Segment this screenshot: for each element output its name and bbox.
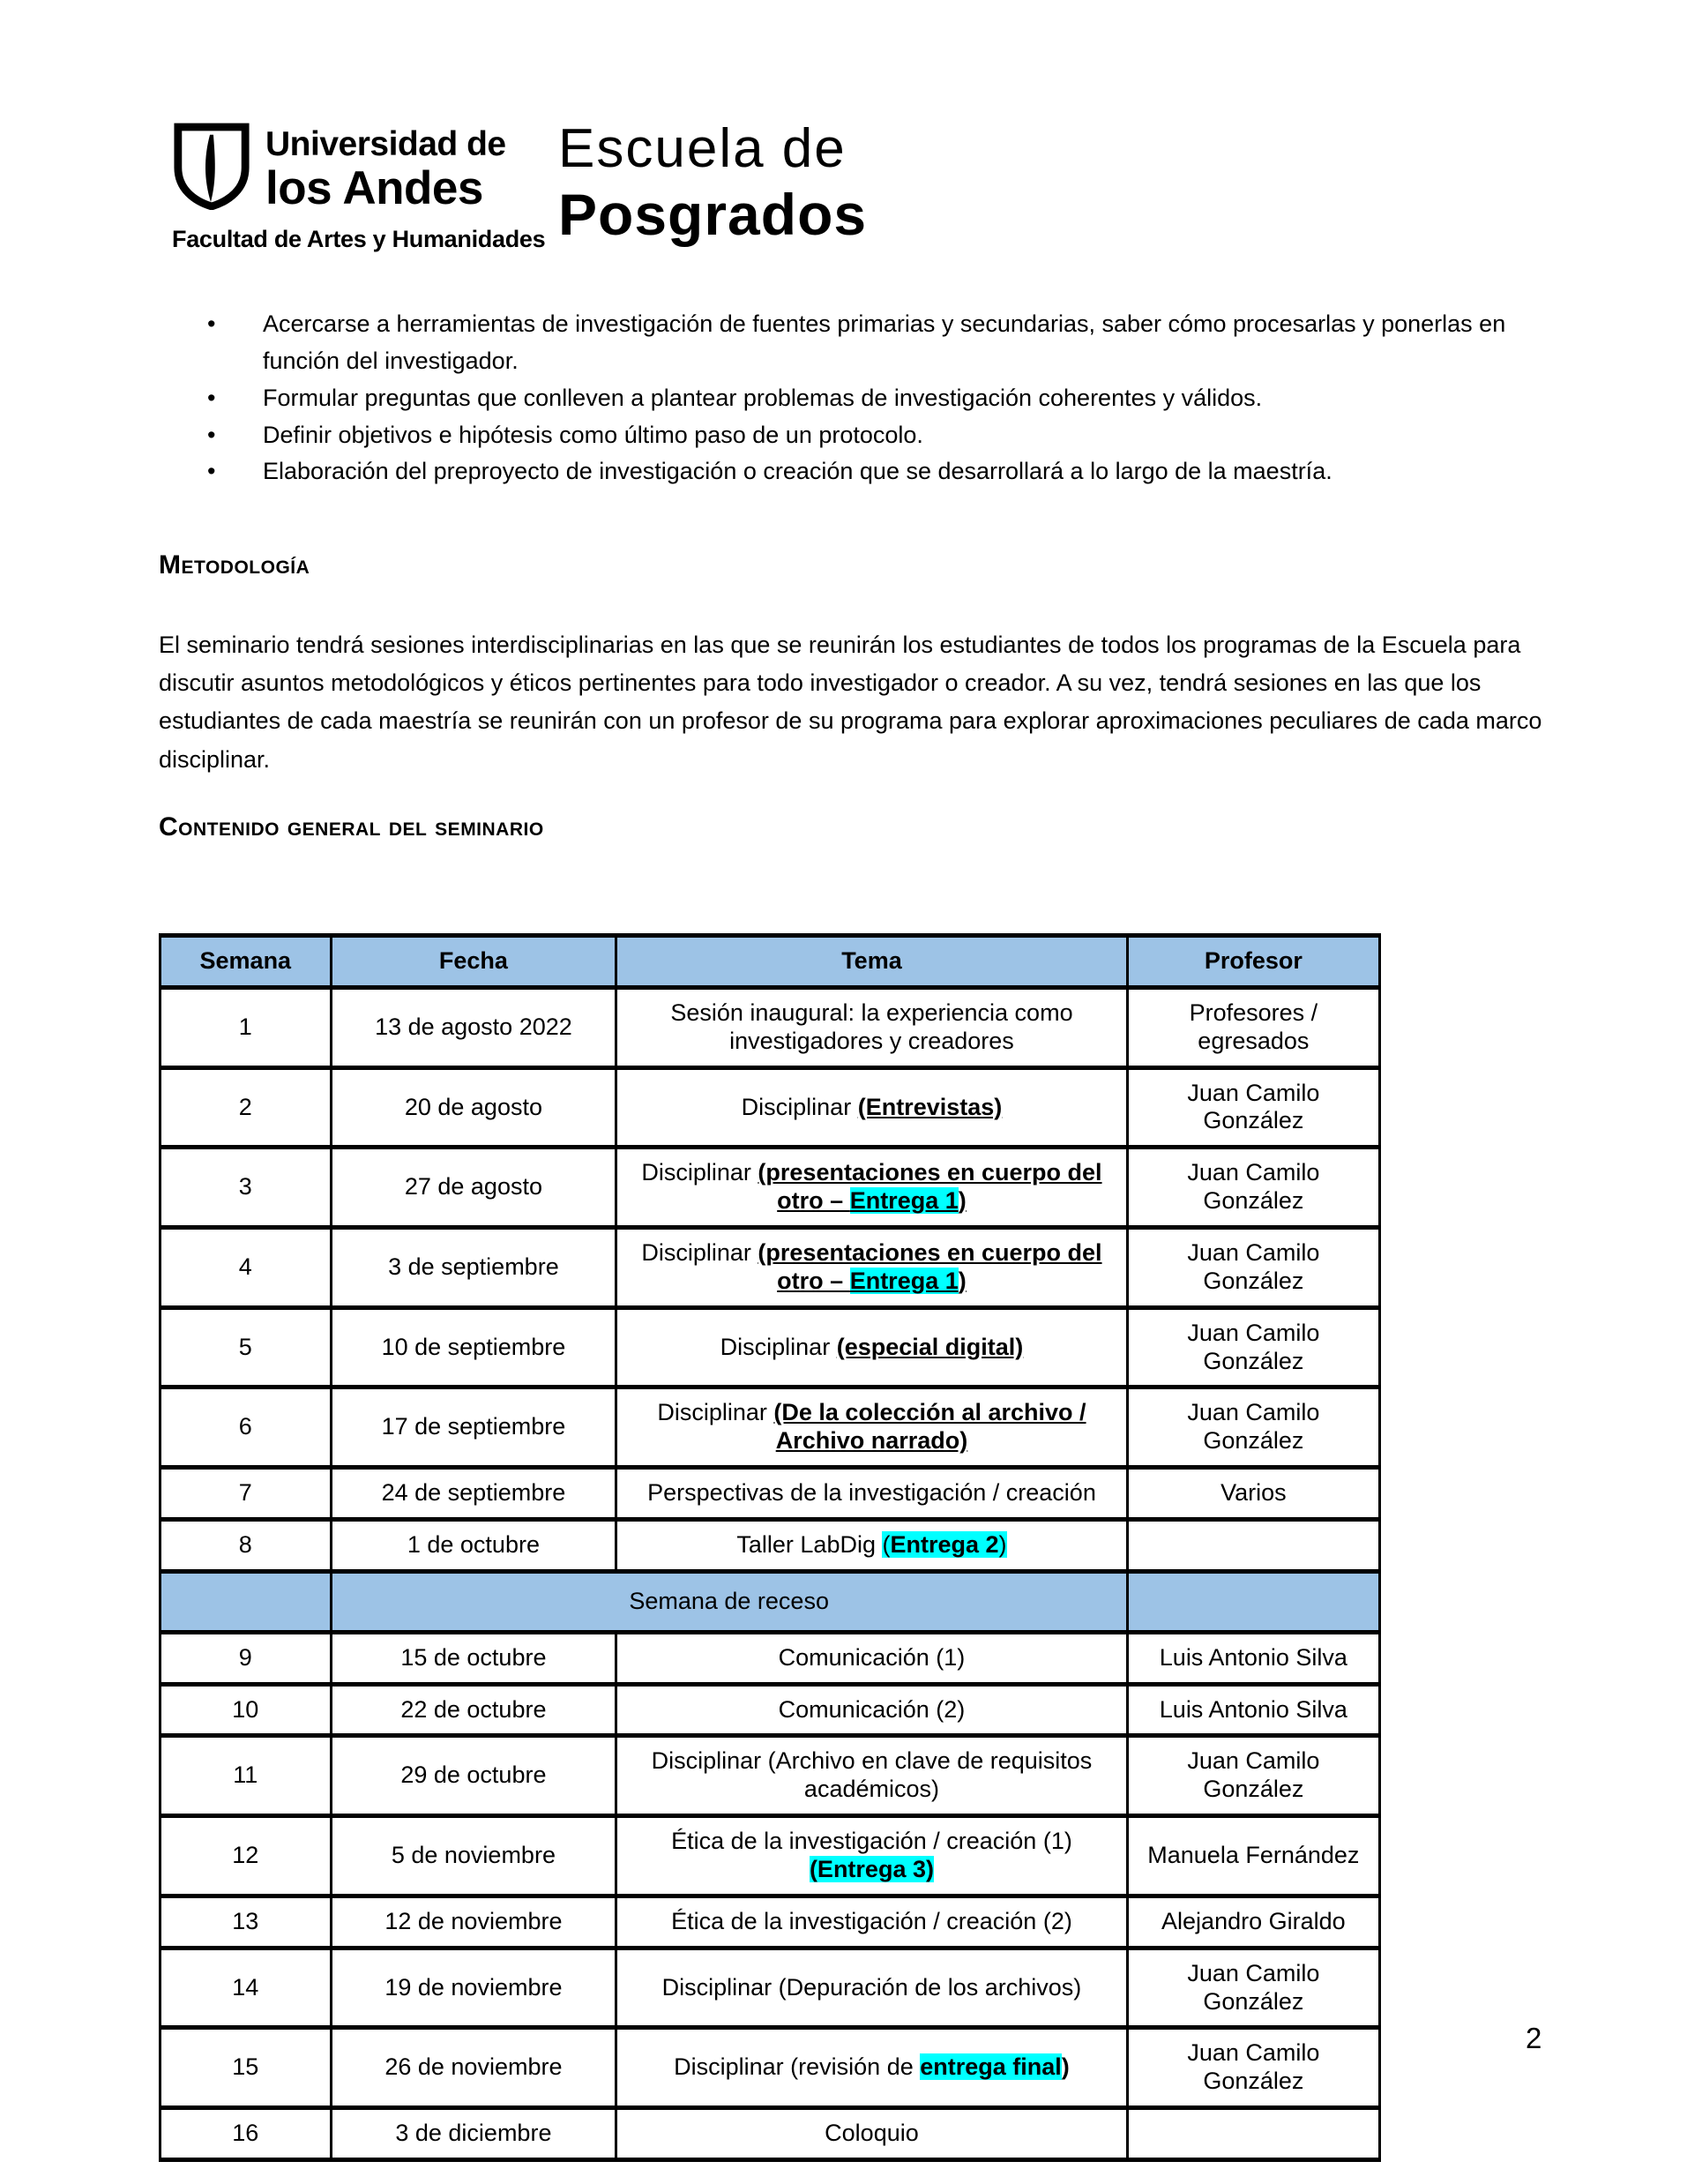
cell-tema bbox=[616, 1307, 1127, 1387]
column-header: Fecha bbox=[331, 936, 616, 988]
cell-semana: 1 bbox=[160, 987, 332, 1067]
cell-tema bbox=[616, 1816, 1127, 1896]
tema-segment: (De la colección al archivo / Archivo narrado) bbox=[773, 1399, 1086, 1455]
tema-segment: Coloquio bbox=[825, 2120, 919, 2147]
table-row bbox=[160, 1896, 1380, 1948]
methodology-heading: Metodología bbox=[159, 550, 310, 580]
content-heading: Contenido general del seminario bbox=[159, 812, 544, 841]
table-row bbox=[160, 1816, 1380, 1896]
cell-semana: 16 bbox=[160, 2108, 332, 2160]
tema-segment: Sesión inaugural: la experiencia como investigadores y creadores bbox=[670, 999, 1073, 1054]
recess-row bbox=[160, 1571, 1380, 1632]
objective-item: • Elaboración del preproyecto de investigación o creación que se desarrollará a lo largo de la maestría. bbox=[159, 453, 1543, 490]
cell-profesor bbox=[1127, 1520, 1379, 1572]
table-row bbox=[160, 2028, 1380, 2108]
cell-profesor: Juan Camilo González bbox=[1127, 2028, 1379, 2108]
cell-semana: 7 bbox=[160, 1468, 332, 1520]
cell-fecha: 27 de agosto bbox=[331, 1148, 616, 1228]
cell-fecha: 24 de septiembre bbox=[331, 1468, 616, 1520]
column-header: Profesor bbox=[1127, 936, 1379, 988]
tema-segment: Ética de la investigación / creación (2) bbox=[671, 1907, 1072, 1934]
objective-item: • Formular preguntas que conlleven a plantear problemas de investigación coherentes y válidos. bbox=[159, 380, 1543, 417]
cell-tema bbox=[616, 1228, 1127, 1308]
tema-segment: Perspectivas de la investigación / creación bbox=[647, 1479, 1096, 1507]
cell-profesor: Manuela Fernández bbox=[1127, 1816, 1379, 1896]
cell-semana: 2 bbox=[160, 1067, 332, 1148]
tema-segment: ) bbox=[1061, 2053, 1070, 2081]
cell-profesor: Juan Camilo González bbox=[1127, 1948, 1379, 2028]
tema-segment: (presentaciones en cuerpo del otro – bbox=[758, 1239, 1102, 1294]
table-row bbox=[160, 1148, 1380, 1228]
cell-fecha: 3 de septiembre bbox=[331, 1228, 616, 1308]
tema-segment: Taller LabDig bbox=[736, 1531, 883, 1559]
cell-profesor: Profesores / egresados bbox=[1127, 987, 1379, 1067]
column-header: Semana bbox=[160, 936, 332, 988]
table-row bbox=[160, 1468, 1380, 1520]
cell-tema bbox=[616, 1632, 1127, 1684]
cell-semana: 3 bbox=[160, 1148, 332, 1228]
table-row bbox=[160, 1684, 1380, 1736]
tema-segment: Entrega 1 bbox=[849, 1267, 959, 1294]
tema-segment: Disciplinar (Archivo en clave de requisitos académicos) bbox=[651, 1747, 1093, 1803]
tema-segment: Ética de la investigación / creación (1) bbox=[671, 1828, 1072, 1855]
cell-tema bbox=[616, 1468, 1127, 1520]
tema-segment: ) bbox=[958, 1267, 967, 1294]
cell-fecha: 3 de diciembre bbox=[331, 2108, 616, 2160]
tema-segment: Disciplinar bbox=[720, 1333, 837, 1360]
objective-item: • Acercarse a herramientas de investigación de fuentes primarias y secundarias, saber cómo procesarlas y ponerlas en función del investigador. bbox=[159, 306, 1543, 380]
column-header: Tema bbox=[616, 936, 1127, 988]
page-number: 2 bbox=[1526, 2022, 1542, 2054]
cell-profesor bbox=[1127, 2108, 1379, 2160]
cell-fecha: 12 de noviembre bbox=[331, 1896, 616, 1948]
tema-segment: Disciplinar bbox=[657, 1399, 774, 1426]
table-row bbox=[160, 1632, 1380, 1684]
tema-segment: ) bbox=[998, 1531, 1007, 1559]
faculty-name: Facultad de Artes y Humanidades bbox=[172, 226, 546, 252]
cell-fecha: 5 de noviembre bbox=[331, 1816, 616, 1896]
cell-profesor: Juan Camilo González bbox=[1127, 1387, 1379, 1468]
cell-fecha: 15 de octubre bbox=[331, 1632, 616, 1684]
cell-tema bbox=[616, 1948, 1127, 2028]
table-row bbox=[160, 1948, 1380, 2028]
tema-segment: (Entrevistas) bbox=[857, 1093, 1003, 1120]
cell-semana: 9 bbox=[160, 1632, 332, 1684]
tema-segment: Comunicación (1) bbox=[778, 1643, 966, 1671]
cell-tema bbox=[616, 1520, 1127, 1572]
university-name-line2: los Andes bbox=[265, 162, 483, 214]
cell-semana: 4 bbox=[160, 1228, 332, 1308]
tema-segment: Disciplinar bbox=[741, 1093, 858, 1120]
cell-fecha: 13 de agosto 2022 bbox=[331, 987, 616, 1067]
tema-segment: (Entrega 3) bbox=[809, 1856, 934, 1883]
table-row bbox=[160, 987, 1380, 1067]
cell-semana: 5 bbox=[160, 1307, 332, 1387]
cell-profesor: Varios bbox=[1127, 1468, 1379, 1520]
table-row bbox=[160, 1387, 1380, 1468]
objectives-list bbox=[159, 306, 1543, 490]
cell-profesor: Juan Camilo González bbox=[1127, 1736, 1379, 1816]
letterhead bbox=[172, 118, 1054, 276]
cell-fecha: 19 de noviembre bbox=[331, 1948, 616, 2028]
tema-segment: Entrega 2 bbox=[890, 1531, 999, 1559]
cell-semana: 14 bbox=[160, 1948, 332, 2028]
cell-fecha: 20 de agosto bbox=[331, 1067, 616, 1148]
cell-fecha: 26 de noviembre bbox=[331, 2028, 616, 2108]
cell-tema bbox=[616, 1896, 1127, 1948]
table-header-row bbox=[160, 936, 1380, 988]
cell-semana bbox=[160, 1571, 332, 1632]
cell-fecha: 22 de octubre bbox=[331, 1684, 616, 1736]
tema-segment: ( bbox=[882, 1531, 891, 1559]
table-row bbox=[160, 2108, 1380, 2160]
cell-semana: 13 bbox=[160, 1896, 332, 1948]
school-logo bbox=[558, 118, 868, 247]
cell-profesor bbox=[1127, 1571, 1379, 1632]
objective-item: • Definir objetivos e hipótesis como último paso de un protocolo. bbox=[159, 417, 1543, 454]
cell-tema bbox=[616, 2028, 1127, 2108]
tema-segment: entrega final bbox=[920, 2053, 1062, 2081]
tema-segment: Disciplinar bbox=[641, 1159, 758, 1186]
seminar-schedule-table bbox=[159, 933, 1381, 2162]
cell-fecha: 29 de octubre bbox=[331, 1736, 616, 1816]
uniandes-shield-icon bbox=[172, 122, 251, 210]
tema-segment: Disciplinar bbox=[641, 1239, 758, 1267]
school-name-line2: Posgrados bbox=[558, 182, 868, 247]
table-row bbox=[160, 1307, 1380, 1387]
tema-segment: Entrega 1 bbox=[849, 1187, 959, 1215]
table-row bbox=[160, 1067, 1380, 1148]
cell-semana: 10 bbox=[160, 1684, 332, 1736]
cell-tema bbox=[616, 1387, 1127, 1468]
recess-label: Semana de receso bbox=[331, 1571, 1127, 1632]
cell-profesor: Alejandro Giraldo bbox=[1127, 1896, 1379, 1948]
cell-profesor: Luis Antonio Silva bbox=[1127, 1684, 1379, 1736]
cell-tema bbox=[616, 2108, 1127, 2160]
cell-semana: 11 bbox=[160, 1736, 332, 1816]
tema-segment: ) bbox=[958, 1187, 967, 1215]
cell-profesor: Luis Antonio Silva bbox=[1127, 1632, 1379, 1684]
tema-segment: Comunicación (2) bbox=[778, 1695, 966, 1723]
methodology-paragraph: El seminario tendrá sesiones interdisciplinarias en las que se reunirán los estudiantes de todos los programas de la Escuela para discutir asuntos metodológicos y éticos pertinentes para todo investigador o creador. A su vez, tendrá sesiones en las que los estudiantes de cada maestría se reunirán con un profesor de su programa para explorar aproximaciones peculiares de cada marco disciplinar. bbox=[159, 632, 1542, 773]
cell-tema bbox=[616, 1148, 1127, 1228]
tema-segment: Disciplinar (Depuración de los archivos) bbox=[661, 1973, 1082, 2001]
cell-tema bbox=[616, 987, 1127, 1067]
cell-profesor: Juan Camilo González bbox=[1127, 1228, 1379, 1308]
cell-fecha: 1 de octubre bbox=[331, 1520, 616, 1572]
cell-profesor: Juan Camilo González bbox=[1127, 1148, 1379, 1228]
table-row bbox=[160, 1228, 1380, 1308]
school-name-line1: Escuela de bbox=[558, 118, 847, 179]
university-name-line1: Universidad de bbox=[265, 125, 506, 163]
cell-semana: 15 bbox=[160, 2028, 332, 2108]
cell-semana: 6 bbox=[160, 1387, 332, 1468]
cell-tema bbox=[616, 1684, 1127, 1736]
cell-fecha: 10 de septiembre bbox=[331, 1307, 616, 1387]
cell-fecha: 17 de septiembre bbox=[331, 1387, 616, 1468]
cell-semana: 12 bbox=[160, 1816, 332, 1896]
cell-tema bbox=[616, 1067, 1127, 1148]
cell-tema bbox=[616, 1736, 1127, 1816]
table-row bbox=[160, 1520, 1380, 1572]
tema-segment: (especial digital) bbox=[836, 1333, 1024, 1360]
cell-profesor: Juan Camilo González bbox=[1127, 1067, 1379, 1148]
tema-segment: (presentaciones en cuerpo del otro – bbox=[758, 1159, 1102, 1215]
cell-profesor: Juan Camilo González bbox=[1127, 1307, 1379, 1387]
tema-segment: Disciplinar (revisión de bbox=[674, 2053, 921, 2081]
table-row bbox=[160, 1736, 1380, 1816]
cell-semana: 8 bbox=[160, 1520, 332, 1572]
table-body bbox=[160, 987, 1380, 2159]
